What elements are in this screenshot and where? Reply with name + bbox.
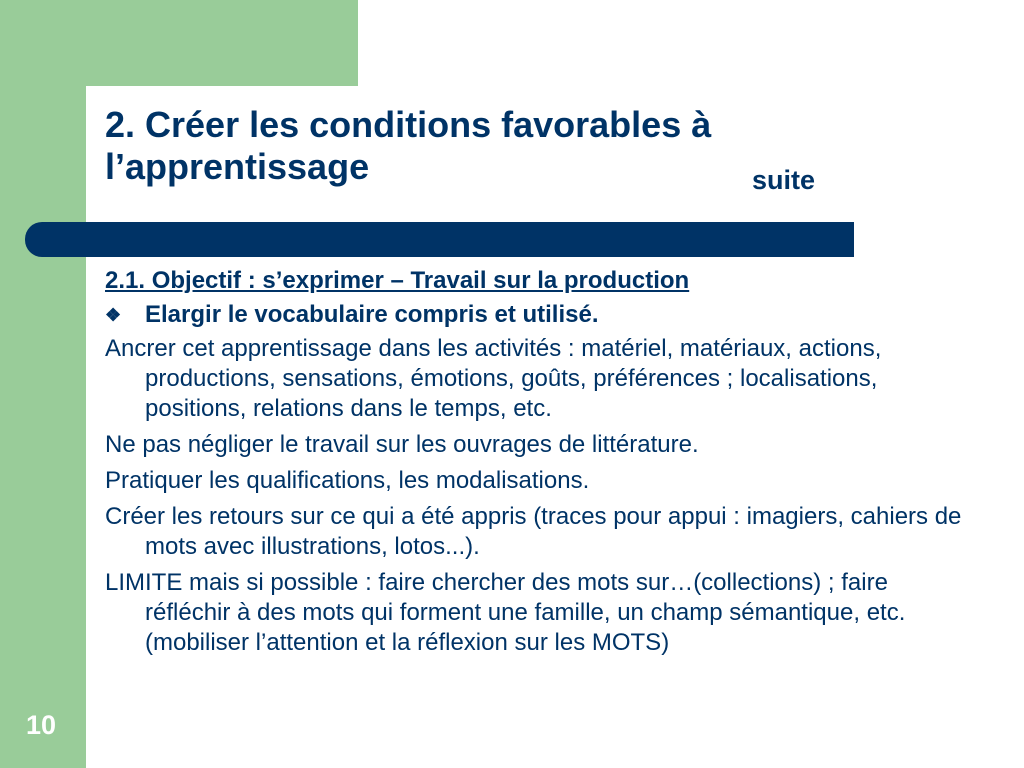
body-paragraph: Ne pas négliger le travail sur les ouvrages de littérature. <box>105 431 699 458</box>
bullet-item <box>105 300 965 330</box>
green-left-band <box>0 0 86 768</box>
section-subheading: 2.1. Objectif : s’exprimer – Travail sur la production <box>105 267 690 294</box>
body-paragraph: LIMITE mais si possible : faire chercher des mots sur…(collections) ; faire réfléchir à des mots qui forment une famille, un champ sémantique, etc. (mobiliser l’attention et la réflexion sur les MOTS) <box>105 569 906 656</box>
slide-title-line-2: l’apprentissage <box>105 146 370 187</box>
body-paragraph: Ancrer cet apprentissage dans les activités : matériel, matériaux, actions, productions, sensations, émotions, goûts, préférences ; localisations, positions, relations dans le temps, etc. <box>105 335 882 422</box>
page-number: 10 <box>26 710 57 740</box>
body-paragraph: Créer les retours sur ce qui a été appris (traces pour appui : imagiers, cahiers de mots avec illustrations, lotos...). <box>105 503 962 560</box>
slide-title-line-1: 2. Créer les conditions favorables à <box>105 104 712 145</box>
slide-body <box>105 266 965 664</box>
diamond-bullet-icon: ❖ <box>105 305 122 325</box>
body-paragraph: Pratiquer les qualifications, les modalisations. <box>105 467 590 494</box>
title-suffix: suite <box>752 165 816 195</box>
bullet-text: Elargir le vocabulaire compris et utilisé. <box>145 301 599 328</box>
title-divider-bar <box>25 222 854 257</box>
